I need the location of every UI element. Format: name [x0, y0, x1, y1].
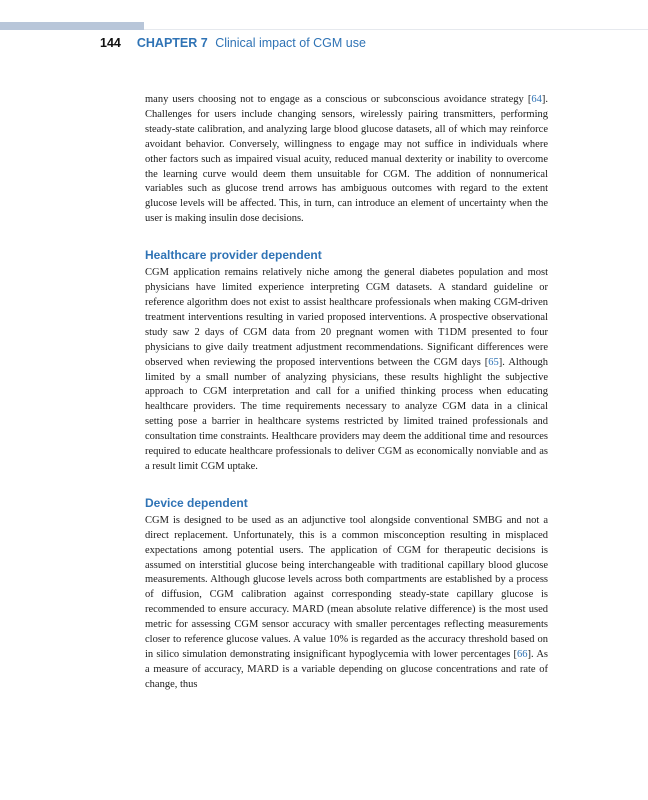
chapter-title: Clinical impact of CGM use [215, 36, 366, 50]
header-color-bar [0, 22, 144, 30]
paragraph-avoidance [145, 93, 548, 227]
running-head [100, 36, 366, 50]
citation-link[interactable]: 66 [517, 649, 528, 660]
header-rule [144, 29, 648, 30]
section-heading-healthcare: Healthcare provider dependent [145, 248, 322, 263]
page-body [145, 93, 548, 693]
paragraph-text: ]. As a measure of accuracy, MARD is a variable depending on glucose concentrations and rate of change, thus [145, 649, 548, 690]
paragraph-healthcare [145, 266, 548, 475]
section-heading-device: Device dependent [145, 495, 248, 510]
citation-link[interactable]: 64 [531, 94, 542, 105]
paragraph-text: many users choosing not to engage as a conscious or subconscious avoidance strategy [ [145, 94, 532, 105]
paragraph-text: CGM application remains relatively niche among the general diabetes population and most physicians have limited experience interpreting CGM datasets. A standard guideline or reference algorithm does not exist to assist healthcare professionals when making CGM-driven treatment interventions resulting in varied proposed interventions. A prospective observational study saw 2 days of CGM data from 20 pregnant women with T1DM presented to four physicians to give daily treatment adjustment recommendations. Significant differences were observed when reviewing the proposed interventions between the CGM days [ [145, 267, 548, 368]
citation-link[interactable]: 65 [488, 356, 499, 368]
paragraph-text: ]. Challenges for users include changing sensors, wirelessly pairing transmitters, performing steady-state calibration, and analyzing large blood glucose datasets, all of which may reinforce avoidant behavior. Conversely, willingness to engage may not suffice in individuals where other factors such as impaired visual acuity, reduced manual dexterity or inability to overcome the learning curve would deem them unsuitable for CGM. The addition of nonnumerical variables such as glucose trend arrows has ambiguous outcomes with regard to the extent glucose levels will be affected. This, in turn, can introduce an element of uncertainty when the user is making insulin dose decisions. [145, 94, 548, 225]
chapter-label: CHAPTER 7 [136, 36, 208, 50]
page-number: 144 [100, 36, 121, 50]
paragraph-device [145, 514, 548, 693]
paragraph-text: ]. Although limited by a small number of analyzing physicians, these results highlight the subjective approach to CGM interpretation and call for a unified thinking process when educating healthcare providers. The time requirements necessary to analyze CGM data in a clinical setting pose a barrier in healthcare systems restricted by limited trained professionals and consultation time constraints. Healthcare providers may deem the additional time and resources required to educate healthcare professionals to deliver CGM as economically nonviable and as a result limit CGM uptake. [145, 356, 548, 472]
paragraph-text: CGM is designed to be used as an adjunctive tool alongside conventional SMBG and not a direct replacement. Unfortunately, this is a common misconception resulting in misplaced expectations among potential users. The application of CGM for therapeutic decisions is assumed on interstitial glucose being interchangeable with traditional capillary blood glucose measurements. Although glucose levels across both compartments are established by a process of diffusion, CGM calibration against corresponding steady-state capillary glucose is recommended to ensure accuracy. MARD (mean absolute relative difference) is the most used metric for assessing CGM sensor accuracy with smaller percentages reflecting measurements closer to reference glucose values. A value 10% is regarded as the accuracy threshold based on in silico simulation demonstrating insignificant hypoglycemia with lower percentages [ [145, 514, 548, 660]
